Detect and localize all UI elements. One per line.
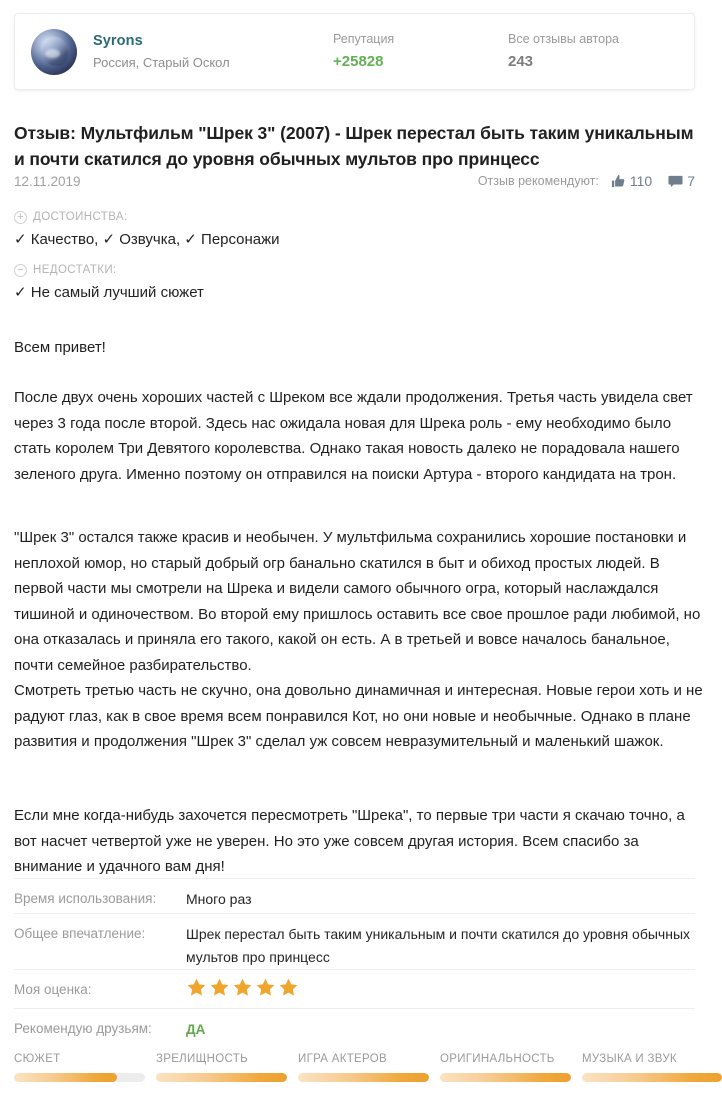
meta-row-my-rating [14, 969, 695, 1000]
rating-bar-label: СЮЖЕТ [14, 1053, 61, 1065]
author-identity [93, 31, 333, 73]
avatar[interactable] [31, 29, 77, 75]
rating-bar-item [298, 1051, 440, 1082]
rating-bar-label: МУЗЫКА И ЗВУК [582, 1053, 677, 1065]
star-rating [186, 977, 695, 998]
rating-bar-fill [582, 1073, 722, 1082]
all-reviews-label: Все отзывы автора [508, 32, 619, 46]
star-icon[interactable] [232, 977, 253, 998]
rating-bar-track [582, 1073, 722, 1082]
author-location: Россия, Старый Оскол [93, 54, 230, 70]
meta-value [186, 979, 695, 1000]
review-date: 12.11.2019 [14, 173, 81, 189]
rating-bar-track [156, 1073, 287, 1082]
all-reviews-value[interactable]: 243 [508, 53, 534, 70]
like-count-value: 110 [629, 173, 653, 189]
rating-bar-item [440, 1051, 582, 1082]
minus-circle-icon: − [14, 264, 27, 277]
meta-label: Время использования: [14, 891, 157, 906]
meta-value: Шрек перестал быть таким уникальным и почти скатился до уровня обычных мультов про принцесс [186, 926, 690, 965]
review-meta-row [14, 173, 695, 189]
reputation-stat [333, 30, 508, 73]
rating-bar-item [156, 1051, 298, 1082]
meta-row-usage-time [14, 878, 695, 911]
all-reviews-stat [508, 30, 683, 73]
recommend-block [478, 173, 695, 189]
meta-row-overall-impression [14, 913, 695, 969]
rating-bar-label: ЗРЕЛИЩНОСТЬ [156, 1053, 248, 1065]
pros-section [14, 209, 704, 251]
cons-section [14, 262, 704, 304]
reputation-label: Репутация [333, 32, 395, 46]
rating-bar-fill [14, 1073, 117, 1082]
pros-heading-row [14, 209, 704, 225]
meta-value: Много раз [186, 891, 252, 907]
author-name[interactable]: Syrons [93, 32, 143, 49]
rating-bar-track [298, 1073, 429, 1082]
rating-bars [14, 1051, 714, 1082]
reputation-value[interactable]: +25828 [333, 53, 384, 70]
rating-bar-fill [440, 1073, 571, 1082]
review-paragraph: Смотреть третью часть не скучно, она довольно динамичная и интересная. Новые герои хоть и не радуют глаз, как в свое время всем понравился Кот, но они новые и необычные. Однако в плане развития и продолжения "Шрек 3" сделал уж совсем невразумительный и маленький шажок. [14, 682, 703, 750]
plus-circle-icon: + [14, 211, 27, 224]
cons-text: ✓ Не самый лучший сюжет [14, 284, 204, 301]
star-icon[interactable] [278, 977, 299, 998]
thumbs-up-icon [611, 174, 626, 189]
recommend-label: Отзыв рекомендуют: [477, 174, 599, 188]
rating-bar-item [14, 1051, 156, 1082]
pros-heading: ДОСТОИНСТВА: [33, 211, 128, 223]
rating-bar-label: ОРИГИНАЛЬНОСТЬ [440, 1053, 555, 1065]
star-icon[interactable] [186, 977, 207, 998]
star-icon[interactable] [209, 977, 230, 998]
meta-label: Моя оценка: [14, 982, 92, 997]
rating-bar-fill [156, 1073, 287, 1082]
comment-count[interactable] [668, 173, 695, 189]
rating-bar-track [440, 1073, 571, 1082]
rating-bar-fill [298, 1073, 429, 1082]
meta-label: Рекомендую друзьям: [14, 1021, 152, 1036]
pros-text: ✓ Качество, ✓ Озвучка, ✓ Персонажи [14, 231, 280, 248]
review-paragraph: Если мне когда-нибудь захочется пересмотреть "Шрека", то первые три части я скачаю точно, а вот насчет четвертой уже не уверен. Но это уже совсем другая история. Всем спасибо за внимание и удачного вам дня! [14, 807, 685, 875]
meta-row-recommend-friends [14, 1008, 695, 1041]
review-paragraph: Всем привет! [14, 339, 106, 356]
meta-label: Общее впечатление: [14, 926, 146, 941]
rating-bar-label: ИГРА АКТЕРОВ [298, 1053, 387, 1065]
meta-value: ДА [186, 1022, 206, 1037]
rating-bar-track [14, 1073, 145, 1082]
review-paragraph: После двух очень хороших частей с Шреком все ждали продолжения. Третья часть увидела свет через 3 года после второй. Здесь нас ожидала новая для Шрека роль - ему необходимо было стать королем Три Девятого королевства. Однако такая новость далеко не порадовала нашего зеленого друга. Именно поэтому он отправился на поиски Артура - второго кандидата на трон. [14, 389, 693, 483]
cons-heading-row [14, 262, 704, 278]
star-icon[interactable] [255, 977, 276, 998]
rating-bar-item [582, 1051, 722, 1082]
review-paragraph: "Шрек 3" остался также красив и необычен. У мультфильма сохранились хорошие постановки и неплохой юмор, но старый добрый огр банально скатился в быт и обиход простых людей. В первой части мы смотрели на Шрека и видели самого обычного огра, который наслаждался тишиной и одиночеством. Во второй ему пришлось оставить все свое прошлое ради любимой, но она отказалась и приняла его такого, какой он есть. А в третьей и вовсе началось банальное, почти семейное разбирательство. [14, 529, 701, 674]
like-count[interactable] [611, 173, 652, 189]
page-title: Отзыв: Мультфильм "Шрек 3" (2007) - Шрек перестал быть таким уникальным и почти скатился до уровня обычных мультов про принцесс [14, 122, 694, 169]
cons-heading: НЕДОСТАТКИ: [33, 264, 117, 276]
comment-bubble-icon [668, 174, 683, 189]
author-card [14, 13, 695, 90]
comment-count-value: 7 [687, 173, 695, 189]
